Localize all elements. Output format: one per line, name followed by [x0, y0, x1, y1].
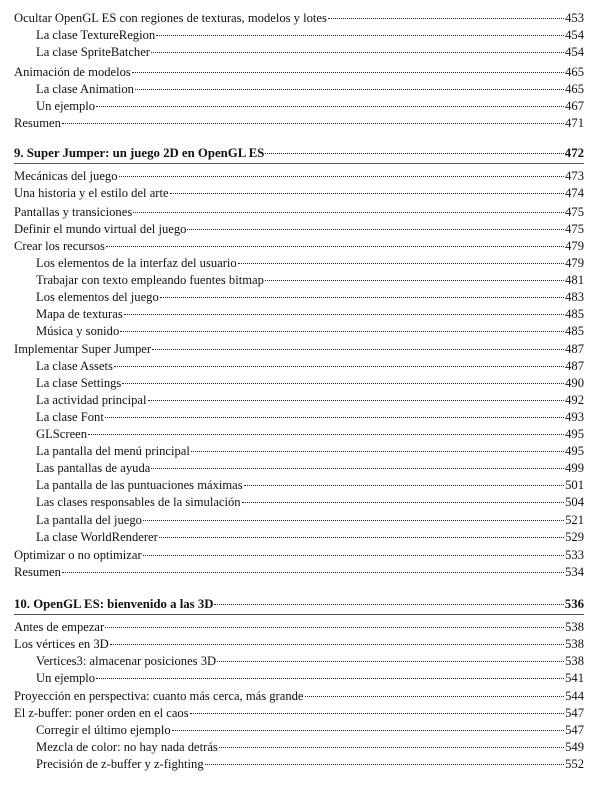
toc-page-number: 495 — [565, 444, 584, 458]
toc-entry-title: Un ejemplo — [36, 99, 96, 113]
toc-page-number: 453 — [565, 11, 584, 25]
dot-leader — [105, 417, 564, 418]
toc-subsection-entry — [36, 272, 584, 289]
dot-leader — [119, 176, 565, 177]
toc-subsection-entry — [36, 358, 584, 375]
toc-entry-title: La clase WorldRenderer — [36, 530, 158, 544]
dot-leader — [152, 349, 564, 350]
toc-page-number: 487 — [565, 342, 584, 356]
toc-subsection-entry — [36, 323, 584, 340]
toc-section-entry — [14, 688, 584, 705]
dot-leader — [132, 72, 564, 73]
toc-subsection-entry — [36, 255, 584, 272]
dot-leader — [88, 434, 564, 435]
toc-entry-title: Implementar Super Jumper — [14, 342, 152, 356]
toc-subsection-entry — [36, 756, 584, 773]
toc-section-entry — [14, 636, 584, 653]
toc-entry-title: Antes de empezar — [14, 620, 105, 634]
toc-entry-title: Resumen — [14, 565, 61, 579]
toc-entry-title: El z-buffer: poner orden en el caos — [14, 706, 189, 720]
toc-page-number: 454 — [565, 28, 584, 42]
toc-page-number: 487 — [565, 359, 584, 373]
dot-leader — [62, 123, 564, 124]
dot-leader — [143, 520, 564, 521]
toc-page-number: 479 — [565, 239, 584, 253]
toc-subsection-entry — [36, 392, 584, 409]
dot-leader — [242, 502, 565, 503]
toc-page-number: 534 — [565, 565, 584, 579]
toc-entry-title: La actividad principal — [36, 393, 147, 407]
toc-entry-title: Vertices3: almacenar posiciones 3D — [36, 654, 217, 668]
dot-leader — [219, 747, 564, 748]
dot-leader — [170, 193, 565, 194]
toc-entry-title: Mezcla de color: no hay nada detrás — [36, 740, 218, 754]
toc-subsection-entry — [36, 529, 584, 546]
toc-page-number: 533 — [565, 548, 584, 562]
chapter-rule — [14, 614, 584, 615]
toc-page-number: 529 — [565, 530, 584, 544]
toc-entry-title: Optimizar o no optimizar — [14, 548, 142, 562]
dot-leader — [135, 89, 564, 90]
toc-entry-title: La clase SpriteBatcher — [36, 45, 150, 59]
dot-leader — [214, 604, 563, 605]
toc-section-entry — [14, 341, 584, 358]
toc-page-number: 538 — [565, 620, 584, 634]
dot-leader — [305, 696, 565, 697]
toc-subsection-entry — [36, 409, 584, 426]
dot-leader — [148, 400, 565, 401]
toc-subsection-entry — [36, 477, 584, 494]
dot-leader — [62, 572, 564, 573]
dot-leader — [106, 246, 564, 247]
toc-subsection-entry — [36, 739, 584, 756]
toc-entry-title: Las clases responsables de la simulación — [36, 495, 241, 509]
dot-leader — [205, 764, 564, 765]
toc-entry-title: Las pantallas de ayuda — [36, 461, 151, 475]
toc-page-number: 547 — [565, 706, 584, 720]
toc-page-number: 473 — [565, 169, 584, 183]
toc-chapter-heading — [14, 596, 584, 613]
toc-subsection-entry — [36, 426, 584, 443]
toc-page-number: 471 — [565, 116, 584, 130]
toc-entry-title: La clase Animation — [36, 82, 134, 96]
toc-page-number: 538 — [565, 654, 584, 668]
toc-page-number: 493 — [565, 410, 584, 424]
toc-subsection-entry — [36, 375, 584, 392]
toc-page-number: 504 — [565, 495, 584, 509]
toc-page-number: 544 — [565, 689, 584, 703]
toc-page-number: 465 — [565, 65, 584, 79]
toc-entry-title: Corregir el último ejemplo — [36, 723, 171, 737]
toc-section-entry — [14, 221, 584, 238]
toc-page-number: 472 — [564, 146, 584, 160]
dot-leader — [114, 366, 564, 367]
toc-page-number: 521 — [565, 513, 584, 527]
toc-entry-title: Animación de modelos — [14, 65, 131, 79]
toc-page-number: 492 — [565, 393, 584, 407]
toc-subsection-entry — [36, 512, 584, 529]
toc-entry-title: GLScreen — [36, 427, 88, 441]
dot-leader — [105, 627, 564, 628]
toc-section-entry — [14, 238, 584, 255]
toc-page-number: 474 — [565, 186, 584, 200]
toc-subsection-entry — [36, 722, 584, 739]
toc-entry-title: Los elementos de la interfaz del usuario — [36, 256, 237, 270]
toc-section-entry — [14, 10, 584, 27]
toc-entry-title: 10. OpenGL ES: bienvenido a las 3D — [14, 597, 214, 611]
toc-subsection-entry — [36, 670, 584, 687]
toc-entry-title: Un ejemplo — [36, 671, 96, 685]
toc-page-number: 538 — [565, 637, 584, 651]
toc-subsection-entry — [36, 653, 584, 670]
toc-entry-title: Pantallas y transiciones — [14, 205, 133, 219]
toc-page-number: 475 — [565, 205, 584, 219]
toc-entry-title: La clase Assets — [36, 359, 113, 373]
toc-page-number: 541 — [565, 671, 584, 685]
toc-page-number: 549 — [565, 740, 584, 754]
toc-page-number: 495 — [565, 427, 584, 441]
toc-entry-title: Precisión de z-buffer y z-fighting — [36, 757, 204, 771]
toc-entry-title: Proyección en perspectiva: cuanto más cerca, más grande — [14, 689, 304, 703]
toc-entry-title: Mecánicas del juego — [14, 169, 118, 183]
toc-entry-title: Resumen — [14, 116, 61, 130]
toc-page-number: 465 — [565, 82, 584, 96]
toc-page-number: 552 — [565, 757, 584, 771]
toc-entry-title: Definir el mundo virtual del juego — [14, 222, 187, 236]
dot-leader — [265, 280, 564, 281]
dot-leader — [110, 644, 564, 645]
toc-entry-title: Una historia y el estilo del arte — [14, 186, 169, 200]
toc-page-number: 499 — [565, 461, 584, 475]
toc-entry-title: 9. Super Jumper: un juego 2D en OpenGL ES — [14, 146, 265, 160]
dot-leader — [190, 713, 565, 714]
dot-leader — [120, 331, 564, 332]
toc-section-entry — [14, 64, 584, 81]
toc-entry-title: Ocultar OpenGL ES con regiones de texturas, modelos y lotes — [14, 11, 327, 25]
dot-leader — [133, 212, 564, 213]
dot-leader — [143, 555, 564, 556]
dot-leader — [151, 52, 564, 53]
toc-subsection-entry — [36, 81, 584, 98]
dot-leader — [172, 730, 564, 731]
toc-subsection-entry — [36, 494, 584, 511]
toc-page-number: 454 — [565, 45, 584, 59]
toc-entry-title: Los vértices en 3D — [14, 637, 109, 651]
dot-leader — [96, 106, 564, 107]
toc-section-entry — [14, 185, 584, 202]
toc-entry-title: Los elementos del juego — [36, 290, 159, 304]
dot-leader — [122, 383, 564, 384]
toc-section-entry — [14, 168, 584, 185]
dot-leader — [238, 263, 564, 264]
toc-page-number: 485 — [565, 307, 584, 321]
toc-page-number: 481 — [565, 273, 584, 287]
toc-entry-title: La pantalla de las puntuaciones máximas — [36, 478, 243, 492]
toc-section-entry — [14, 705, 584, 722]
toc-subsection-entry — [36, 27, 584, 44]
toc-page-number: 485 — [565, 324, 584, 338]
dot-leader — [156, 35, 564, 36]
toc-entry-title: Mapa de texturas — [36, 307, 123, 321]
toc-entry-title: Trabajar con texto empleando fuentes bitmap — [36, 273, 264, 287]
toc-page-number: 467 — [565, 99, 584, 113]
dot-leader — [191, 451, 564, 452]
dot-leader — [124, 314, 564, 315]
toc-subsection-entry — [36, 443, 584, 460]
dot-leader — [159, 537, 564, 538]
toc-section-entry — [14, 115, 584, 132]
dot-leader — [187, 229, 564, 230]
toc-entry-title: La clase Settings — [36, 376, 122, 390]
toc-entry-title: La clase Font — [36, 410, 104, 424]
chapter-rule — [14, 163, 584, 164]
toc-entry-title: La pantalla del menú principal — [36, 444, 190, 458]
toc-subsection-entry — [36, 460, 584, 477]
dot-leader — [328, 18, 564, 19]
toc-entry-title: La clase TextureRegion — [36, 28, 156, 42]
toc-section-entry — [14, 204, 584, 221]
toc-section-entry — [14, 619, 584, 636]
dot-leader — [265, 153, 563, 154]
toc-entry-title: La pantalla del juego — [36, 513, 142, 527]
toc-chapter-heading — [14, 145, 584, 162]
toc-section-entry — [14, 547, 584, 564]
toc-page-number: 501 — [565, 478, 584, 492]
toc-page-number: 483 — [565, 290, 584, 304]
toc-subsection-entry — [36, 98, 584, 115]
toc-page-number: 475 — [565, 222, 584, 236]
toc-entry-title: Música y sonido — [36, 324, 120, 338]
dot-leader — [151, 468, 564, 469]
toc-subsection-entry — [36, 289, 584, 306]
toc-section-entry — [14, 564, 584, 581]
toc-page-number: 547 — [565, 723, 584, 737]
toc-page-number: 479 — [565, 256, 584, 270]
toc-subsection-entry — [36, 306, 584, 323]
dot-leader — [244, 485, 564, 486]
toc-page-number: 536 — [564, 597, 584, 611]
toc-subsection-entry — [36, 44, 584, 61]
dot-leader — [160, 297, 564, 298]
dot-leader — [96, 678, 564, 679]
toc-page-number: 490 — [565, 376, 584, 390]
dot-leader — [217, 661, 564, 662]
toc-entry-title: Crear los recursos — [14, 239, 105, 253]
